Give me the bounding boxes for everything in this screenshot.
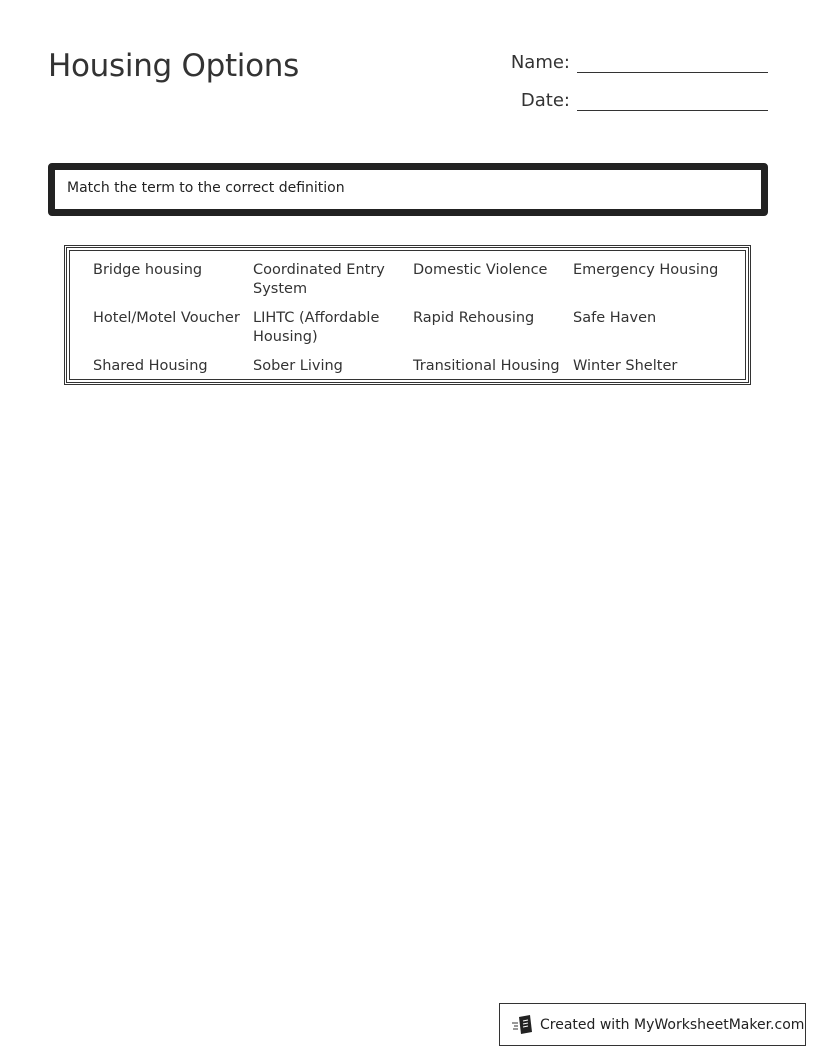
footer-text: Created with MyWorksheetMaker.com xyxy=(540,1016,805,1033)
word-bank-term: Hotel/Motel Voucher xyxy=(93,310,240,326)
word-bank-term: Domestic Violence xyxy=(413,262,548,278)
date-label: Date: xyxy=(520,90,570,111)
date-field[interactable] xyxy=(521,90,768,111)
page-title: Housing Options xyxy=(48,48,299,84)
footer-credit xyxy=(499,1003,806,1046)
word-bank-term: Transitional Housing xyxy=(413,358,560,374)
word-bank-term: Shared Housing xyxy=(93,358,208,374)
date-line[interactable] xyxy=(577,91,768,111)
word-bank-term: Sober Living xyxy=(253,358,343,374)
word-bank-term: Bridge housing xyxy=(93,262,203,278)
word-bank-term: Coordinated Entry System xyxy=(253,262,385,297)
word-bank-term: Safe Haven xyxy=(573,310,657,326)
name-label: Name: xyxy=(510,52,570,73)
word-bank-term: Rapid Rehousing xyxy=(413,310,535,326)
word-bank-term: LIHTC (Affordable Housing) xyxy=(253,310,380,345)
instructions-box: Match the term to the correct definition xyxy=(48,163,768,216)
worksheet-logo-icon xyxy=(512,1015,534,1035)
word-bank-term: Emergency Housing xyxy=(573,262,719,278)
name-field[interactable] xyxy=(511,52,768,73)
name-line[interactable] xyxy=(577,53,768,73)
word-bank xyxy=(64,245,751,385)
word-bank-term: Winter Shelter xyxy=(573,358,678,374)
